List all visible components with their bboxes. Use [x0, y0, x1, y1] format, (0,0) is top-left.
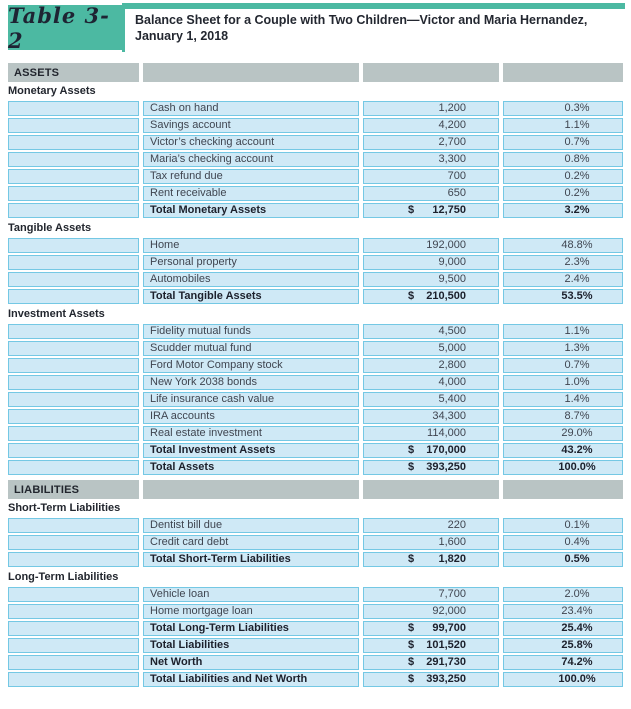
table-title-line-2: January 1, 2018	[135, 29, 229, 43]
row-amount	[363, 443, 499, 458]
amount-wrapper	[408, 393, 466, 406]
table-header	[0, 0, 631, 58]
amount-value: 4,500	[438, 325, 466, 337]
currency-symbol: $	[408, 204, 415, 216]
group-rows	[8, 587, 623, 687]
row-percent: 48.8%	[503, 238, 623, 253]
row-percent: 74.2%	[503, 655, 623, 670]
row-amount	[363, 152, 499, 167]
table-row	[8, 535, 623, 550]
row-label: IRA accounts	[143, 409, 359, 424]
row-amount	[363, 101, 499, 116]
table-number-badge	[8, 2, 122, 53]
row-spacer-cell	[8, 443, 139, 458]
table-section-group	[8, 308, 623, 475]
row-amount	[363, 289, 499, 304]
currency-symbol: $	[408, 444, 415, 456]
group-rows	[8, 238, 623, 304]
row-spacer-cell	[8, 460, 139, 475]
amount-wrapper	[408, 461, 466, 474]
row-percent: 3.2%	[503, 203, 623, 218]
row-percent: 1.0%	[503, 375, 623, 390]
group-label: Monetary Assets	[8, 85, 96, 97]
row-amount	[363, 409, 499, 424]
row-percent: 0.8%	[503, 152, 623, 167]
amount-wrapper	[408, 588, 466, 601]
table-row	[8, 552, 623, 567]
row-percent: 29.0%	[503, 426, 623, 441]
table-row	[8, 358, 623, 373]
amount-wrapper	[408, 239, 466, 252]
row-label: Dentist bill due	[143, 518, 359, 533]
row-label: Home mortgage loan	[143, 604, 359, 619]
row-percent: 100.0%	[503, 460, 623, 475]
row-percent: 0.2%	[503, 186, 623, 201]
currency-symbol: $	[408, 673, 415, 685]
row-spacer-cell	[8, 409, 139, 424]
table-title-line-1: Balance Sheet for a Couple with Two Children—Victor and Maria Hernandez,	[135, 13, 588, 27]
group-rows	[8, 518, 623, 567]
section-header-spacer-cell	[363, 63, 499, 82]
row-percent: 100.0%	[503, 672, 623, 687]
amount-value: 1,600	[438, 536, 466, 548]
group-rows	[8, 324, 623, 475]
table-row	[8, 272, 623, 287]
row-amount	[363, 272, 499, 287]
amount-value: 220	[447, 519, 466, 531]
row-percent: 1.1%	[503, 324, 623, 339]
amount-value: 99,700	[432, 622, 466, 634]
row-amount	[363, 638, 499, 653]
row-label: Total Short-Term Liabilities	[143, 552, 359, 567]
row-amount	[363, 552, 499, 567]
table-row	[8, 518, 623, 533]
row-spacer-cell	[8, 587, 139, 602]
amount-value: 393,250	[426, 673, 466, 685]
section-header-bar	[8, 63, 623, 82]
amount-wrapper	[408, 325, 466, 338]
row-label: Maria’s checking account	[143, 152, 359, 167]
section-header-spacer-cell	[143, 63, 359, 82]
row-spacer-cell	[8, 358, 139, 373]
table-title	[135, 12, 621, 44]
amount-wrapper	[408, 119, 466, 132]
amount-value: 92,000	[432, 605, 466, 617]
currency-symbol: $	[408, 553, 415, 565]
group-label: Investment Assets	[8, 308, 105, 320]
table-section-group	[8, 502, 623, 567]
row-spacer-cell	[8, 186, 139, 201]
row-percent: 0.3%	[503, 101, 623, 116]
row-amount	[363, 672, 499, 687]
amount-value: 1,820	[438, 553, 466, 565]
amount-wrapper	[408, 639, 466, 652]
row-label: Personal property	[143, 255, 359, 270]
row-percent: 23.4%	[503, 604, 623, 619]
row-amount	[363, 324, 499, 339]
amount-wrapper	[408, 102, 466, 115]
row-percent: 0.5%	[503, 552, 623, 567]
currency-symbol: $	[408, 639, 415, 651]
row-label: Total Liabilities and Net Worth	[143, 672, 359, 687]
amount-value: 4,200	[438, 119, 466, 131]
row-spacer-cell	[8, 392, 139, 407]
table-row	[8, 443, 623, 458]
group-label: Long-Term Liabilities	[8, 571, 119, 583]
table-row	[8, 604, 623, 619]
row-label: Savings account	[143, 118, 359, 133]
row-spacer-cell	[8, 621, 139, 636]
row-label: Total Liabilities	[143, 638, 359, 653]
row-amount	[363, 604, 499, 619]
table-row	[8, 118, 623, 133]
amount-wrapper	[408, 410, 466, 423]
amount-value: 393,250	[426, 461, 466, 473]
section-header-spacer-cell	[143, 480, 359, 499]
amount-value: 2,800	[438, 359, 466, 371]
row-spacer-cell	[8, 289, 139, 304]
amount-wrapper	[408, 673, 466, 686]
amount-value: 1,200	[438, 102, 466, 114]
amount-wrapper	[408, 444, 466, 457]
row-amount	[363, 255, 499, 270]
row-spacer-cell	[8, 169, 139, 184]
table-row	[8, 375, 623, 390]
row-amount	[363, 518, 499, 533]
amount-wrapper	[408, 153, 466, 166]
amount-value: 34,300	[432, 410, 466, 422]
section-header-label: ASSETS	[8, 63, 139, 82]
row-amount	[363, 118, 499, 133]
row-label: Victor’s checking account	[143, 135, 359, 150]
row-percent: 2.4%	[503, 272, 623, 287]
row-label: Rent receivable	[143, 186, 359, 201]
amount-wrapper	[408, 204, 466, 217]
row-label: Credit card debt	[143, 535, 359, 550]
row-percent: 1.3%	[503, 341, 623, 356]
currency-symbol: $	[408, 656, 415, 668]
row-spacer-cell	[8, 118, 139, 133]
amount-wrapper	[408, 622, 466, 635]
row-amount	[363, 186, 499, 201]
row-label: Home	[143, 238, 359, 253]
table-row	[8, 101, 623, 116]
row-label: Automobiles	[143, 272, 359, 287]
table-row	[8, 186, 623, 201]
row-spacer-cell	[8, 203, 139, 218]
row-label: New York 2038 bonds	[143, 375, 359, 390]
row-spacer-cell	[8, 152, 139, 167]
row-spacer-cell	[8, 101, 139, 116]
row-amount	[363, 535, 499, 550]
currency-symbol: $	[408, 622, 415, 634]
group-label: Tangible Assets	[8, 222, 92, 234]
row-amount	[363, 238, 499, 253]
section-header-label: LIABILITIES	[8, 480, 139, 499]
amount-wrapper	[408, 427, 466, 440]
row-amount	[363, 655, 499, 670]
row-label: Vehicle loan	[143, 587, 359, 602]
row-spacer-cell	[8, 375, 139, 390]
amount-value: 9,000	[438, 256, 466, 268]
row-spacer-cell	[8, 426, 139, 441]
row-label: Total Investment Assets	[143, 443, 359, 458]
amount-wrapper	[408, 519, 466, 532]
table-row	[8, 587, 623, 602]
amount-wrapper	[408, 273, 466, 286]
amount-value: 3,300	[438, 153, 466, 165]
currency-symbol: $	[408, 461, 415, 473]
row-percent: 2.0%	[503, 587, 623, 602]
table-row	[8, 672, 623, 687]
amount-value: 170,000	[426, 444, 466, 456]
row-percent: 0.7%	[503, 358, 623, 373]
row-spacer-cell	[8, 135, 139, 150]
row-percent: 8.7%	[503, 409, 623, 424]
row-spacer-cell	[8, 238, 139, 253]
row-percent: 0.2%	[503, 169, 623, 184]
amount-value: 700	[447, 170, 466, 182]
amount-wrapper	[408, 256, 466, 269]
row-percent: 43.2%	[503, 443, 623, 458]
row-label: Tax refund due	[143, 169, 359, 184]
row-amount	[363, 203, 499, 218]
row-amount	[363, 426, 499, 441]
row-spacer-cell	[8, 638, 139, 653]
currency-symbol: $	[408, 290, 415, 302]
row-percent: 53.5%	[503, 289, 623, 304]
amount-value: 5,000	[438, 342, 466, 354]
row-amount	[363, 358, 499, 373]
row-amount	[363, 375, 499, 390]
row-spacer-cell	[8, 552, 139, 567]
section-header-bar	[8, 480, 623, 499]
table-row	[8, 289, 623, 304]
row-percent: 0.4%	[503, 535, 623, 550]
row-amount	[363, 460, 499, 475]
amount-wrapper	[408, 136, 466, 149]
amount-wrapper	[408, 553, 466, 566]
row-label: Fidelity mutual funds	[143, 324, 359, 339]
row-label: Net Worth	[143, 655, 359, 670]
table-section-group	[8, 85, 623, 218]
table-row	[8, 238, 623, 253]
row-percent: 0.7%	[503, 135, 623, 150]
row-percent: 0.1%	[503, 518, 623, 533]
row-amount	[363, 392, 499, 407]
amount-value: 12,750	[432, 204, 466, 216]
row-spacer-cell	[8, 272, 139, 287]
row-label: Cash on hand	[143, 101, 359, 116]
table-row	[8, 203, 623, 218]
amount-value: 5,400	[438, 393, 466, 405]
table-row	[8, 409, 623, 424]
section-header-spacer-cell	[503, 63, 623, 82]
amount-value: 9,500	[438, 273, 466, 285]
teal-accent-bar-left	[122, 3, 125, 52]
row-label: Total Monetary Assets	[143, 203, 359, 218]
row-amount	[363, 135, 499, 150]
amount-value: 2,700	[438, 136, 466, 148]
row-spacer-cell	[8, 535, 139, 550]
row-amount	[363, 169, 499, 184]
table-section-group	[8, 222, 623, 304]
row-amount	[363, 341, 499, 356]
group-rows	[8, 101, 623, 218]
amount-wrapper	[408, 187, 466, 200]
row-label: Total Long-Term Liabilities	[143, 621, 359, 636]
table-row	[8, 621, 623, 636]
amount-value: 4,000	[438, 376, 466, 388]
table-row	[8, 655, 623, 670]
table-row	[8, 460, 623, 475]
table-row	[8, 324, 623, 339]
row-spacer-cell	[8, 518, 139, 533]
row-spacer-cell	[8, 672, 139, 687]
amount-value: 101,520	[426, 639, 466, 651]
table-row	[8, 152, 623, 167]
row-label: Life insurance cash value	[143, 392, 359, 407]
table-row	[8, 426, 623, 441]
amount-wrapper	[408, 342, 466, 355]
table-row	[8, 255, 623, 270]
table-row	[8, 135, 623, 150]
row-amount	[363, 587, 499, 602]
table-row	[8, 169, 623, 184]
row-percent: 25.8%	[503, 638, 623, 653]
row-spacer-cell	[8, 341, 139, 356]
row-percent: 1.4%	[503, 392, 623, 407]
table-row	[8, 638, 623, 653]
table-row	[8, 341, 623, 356]
balance-sheet-table	[8, 63, 623, 687]
amount-wrapper	[408, 290, 466, 303]
amount-value: 291,730	[426, 656, 466, 668]
row-percent: 25.4%	[503, 621, 623, 636]
row-spacer-cell	[8, 255, 139, 270]
section-header-spacer-cell	[363, 480, 499, 499]
amount-value: 114,000	[427, 427, 466, 439]
amount-value: 210,500	[426, 290, 466, 302]
amount-wrapper	[408, 359, 466, 372]
amount-wrapper	[408, 536, 466, 549]
amount-wrapper	[408, 656, 466, 669]
row-percent: 2.3%	[503, 255, 623, 270]
row-label: Ford Motor Company stock	[143, 358, 359, 373]
row-percent: 1.1%	[503, 118, 623, 133]
teal-accent-bar-top	[122, 3, 625, 9]
row-spacer-cell	[8, 324, 139, 339]
row-label: Total Tangible Assets	[143, 289, 359, 304]
group-label: Short-Term Liabilities	[8, 502, 121, 514]
amount-value: 650	[447, 187, 466, 199]
table-section-group	[8, 571, 623, 687]
row-spacer-cell	[8, 655, 139, 670]
row-label: Scudder mutual fund	[143, 341, 359, 356]
row-spacer-cell	[8, 604, 139, 619]
section-header-spacer-cell	[503, 480, 623, 499]
amount-value: 7,700	[438, 588, 466, 600]
amount-value: 192,000	[426, 239, 466, 251]
table-row	[8, 392, 623, 407]
row-label: Real estate investment	[143, 426, 359, 441]
amount-wrapper	[408, 376, 466, 389]
amount-wrapper	[408, 170, 466, 183]
amount-wrapper	[408, 605, 466, 618]
table-number-label: Table 3-2	[8, 2, 110, 53]
row-amount	[363, 621, 499, 636]
row-label: Total Assets	[143, 460, 359, 475]
